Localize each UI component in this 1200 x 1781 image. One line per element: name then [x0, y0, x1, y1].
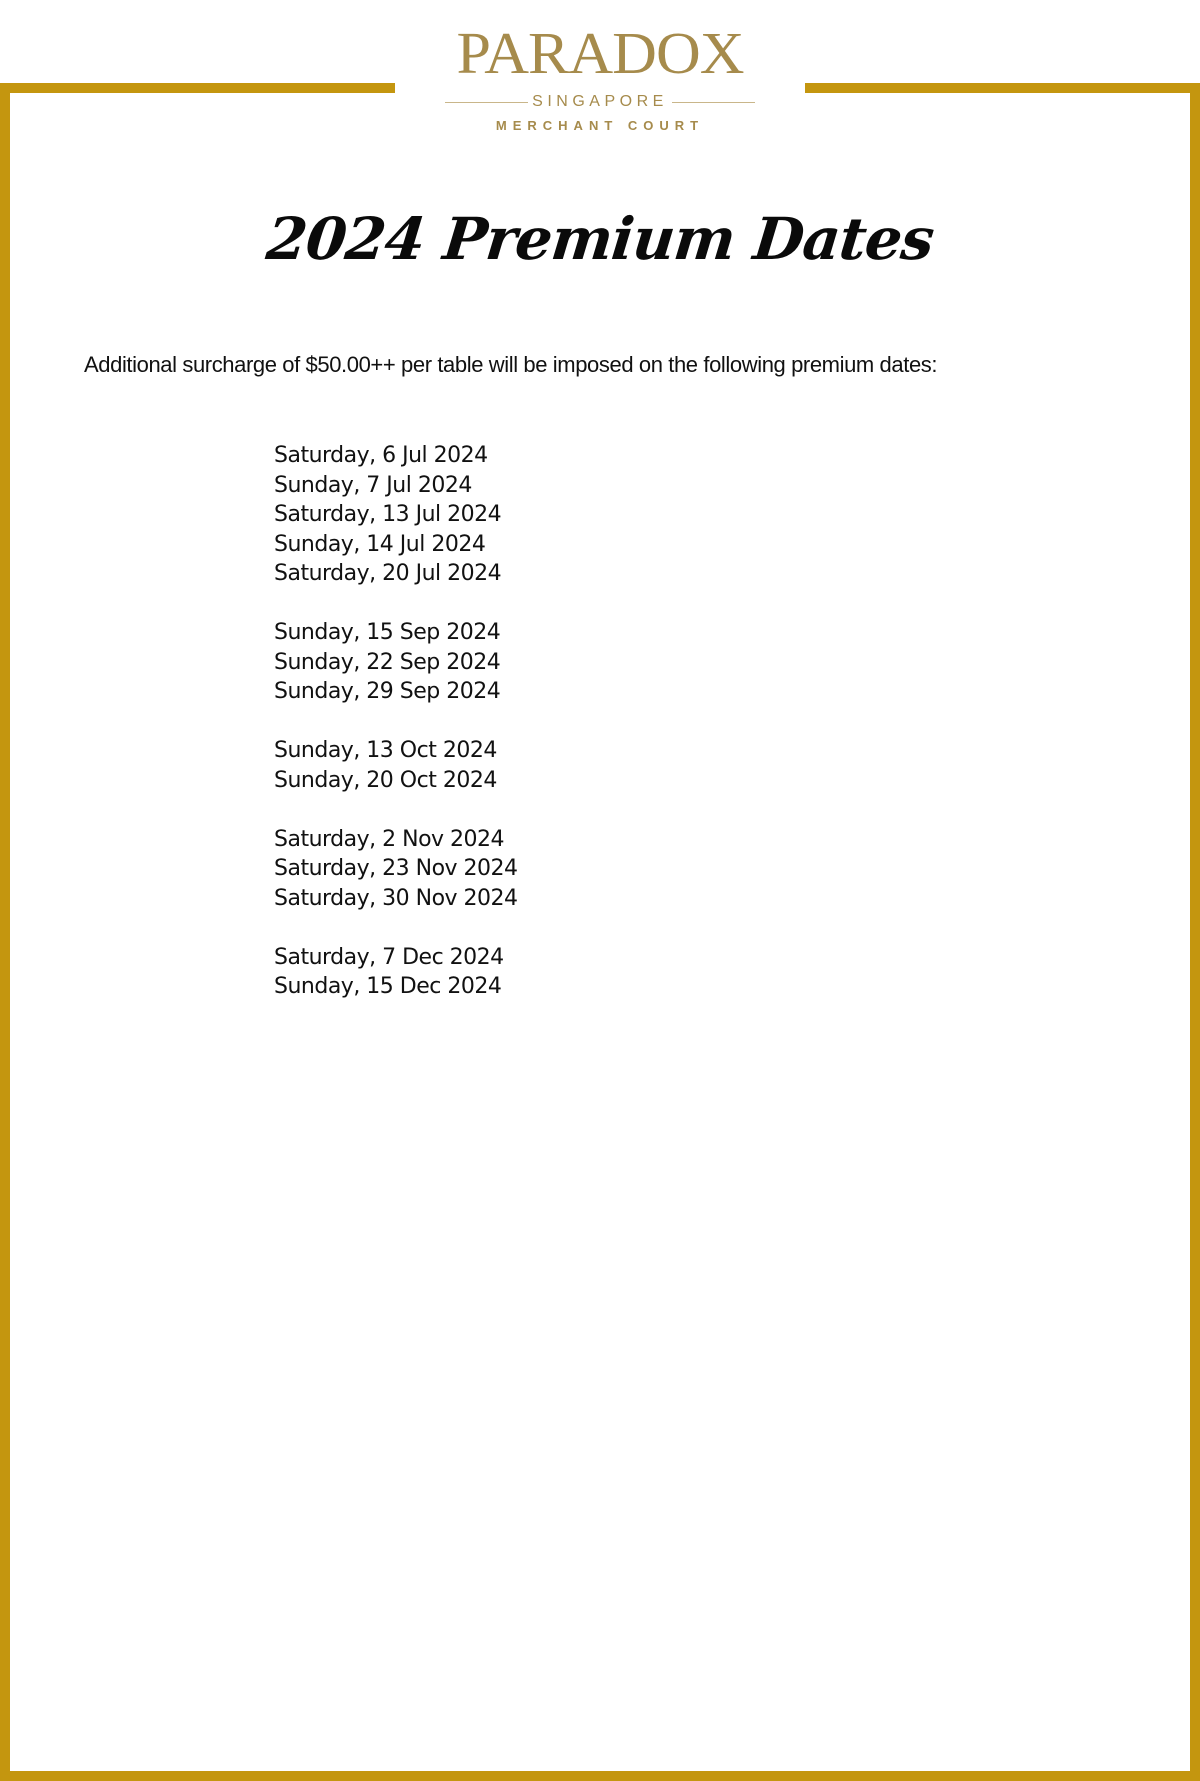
date-item: Sunday, 15 Sep 2024 — [274, 620, 501, 645]
brand-location: SINGAPORE — [532, 93, 668, 110]
date-item: Sunday, 20 Oct 2024 — [274, 767, 497, 793]
date-item: Sunday, 22 Sep 2024 — [274, 649, 501, 675]
date-group-dec — [274, 943, 518, 1002]
date-group-nov — [274, 825, 518, 914]
surcharge-intro: Additional surcharge of $50.00++ per table will be imposed on the following premium dates: — [84, 352, 938, 377]
page-border-top-left — [0, 83, 395, 93]
date-item: Saturday, 2 Nov 2024 — [274, 826, 505, 852]
brand-property: MERCHANT COURT — [495, 118, 705, 133]
date-item: Sunday, 13 Oct 2024 — [274, 738, 497, 763]
date-item: Sunday, 15 Dec 2024 — [274, 974, 502, 999]
date-group-sep — [274, 618, 518, 707]
date-item: Saturday, 20 Jul 2024 — [274, 561, 502, 586]
date-group-jul — [274, 441, 518, 589]
brand-name: PARADOX — [456, 21, 744, 87]
date-item: Saturday, 13 Jul 2024 — [274, 502, 502, 527]
date-group-oct — [274, 736, 518, 795]
date-item: Sunday, 14 Jul 2024 — [274, 531, 486, 557]
brand-logo — [395, 20, 805, 133]
date-item: Saturday, 30 Nov 2024 — [274, 885, 518, 911]
logo-divider-left — [445, 102, 528, 103]
date-item: Saturday, 7 Dec 2024 — [274, 944, 504, 970]
date-item: Saturday, 6 Jul 2024 — [274, 443, 488, 468]
page-border-frame — [0, 83, 1200, 1781]
date-item: Sunday, 29 Sep 2024 — [274, 679, 501, 704]
premium-dates-list — [274, 441, 518, 1031]
logo-divider-right — [672, 102, 755, 103]
date-item: Sunday, 7 Jul 2024 — [274, 472, 472, 498]
page-border-top-right — [805, 83, 1200, 93]
page-title: 2024 Premium Dates — [263, 205, 937, 273]
date-item: Saturday, 23 Nov 2024 — [274, 856, 518, 881]
brand-location-row — [395, 90, 805, 114]
